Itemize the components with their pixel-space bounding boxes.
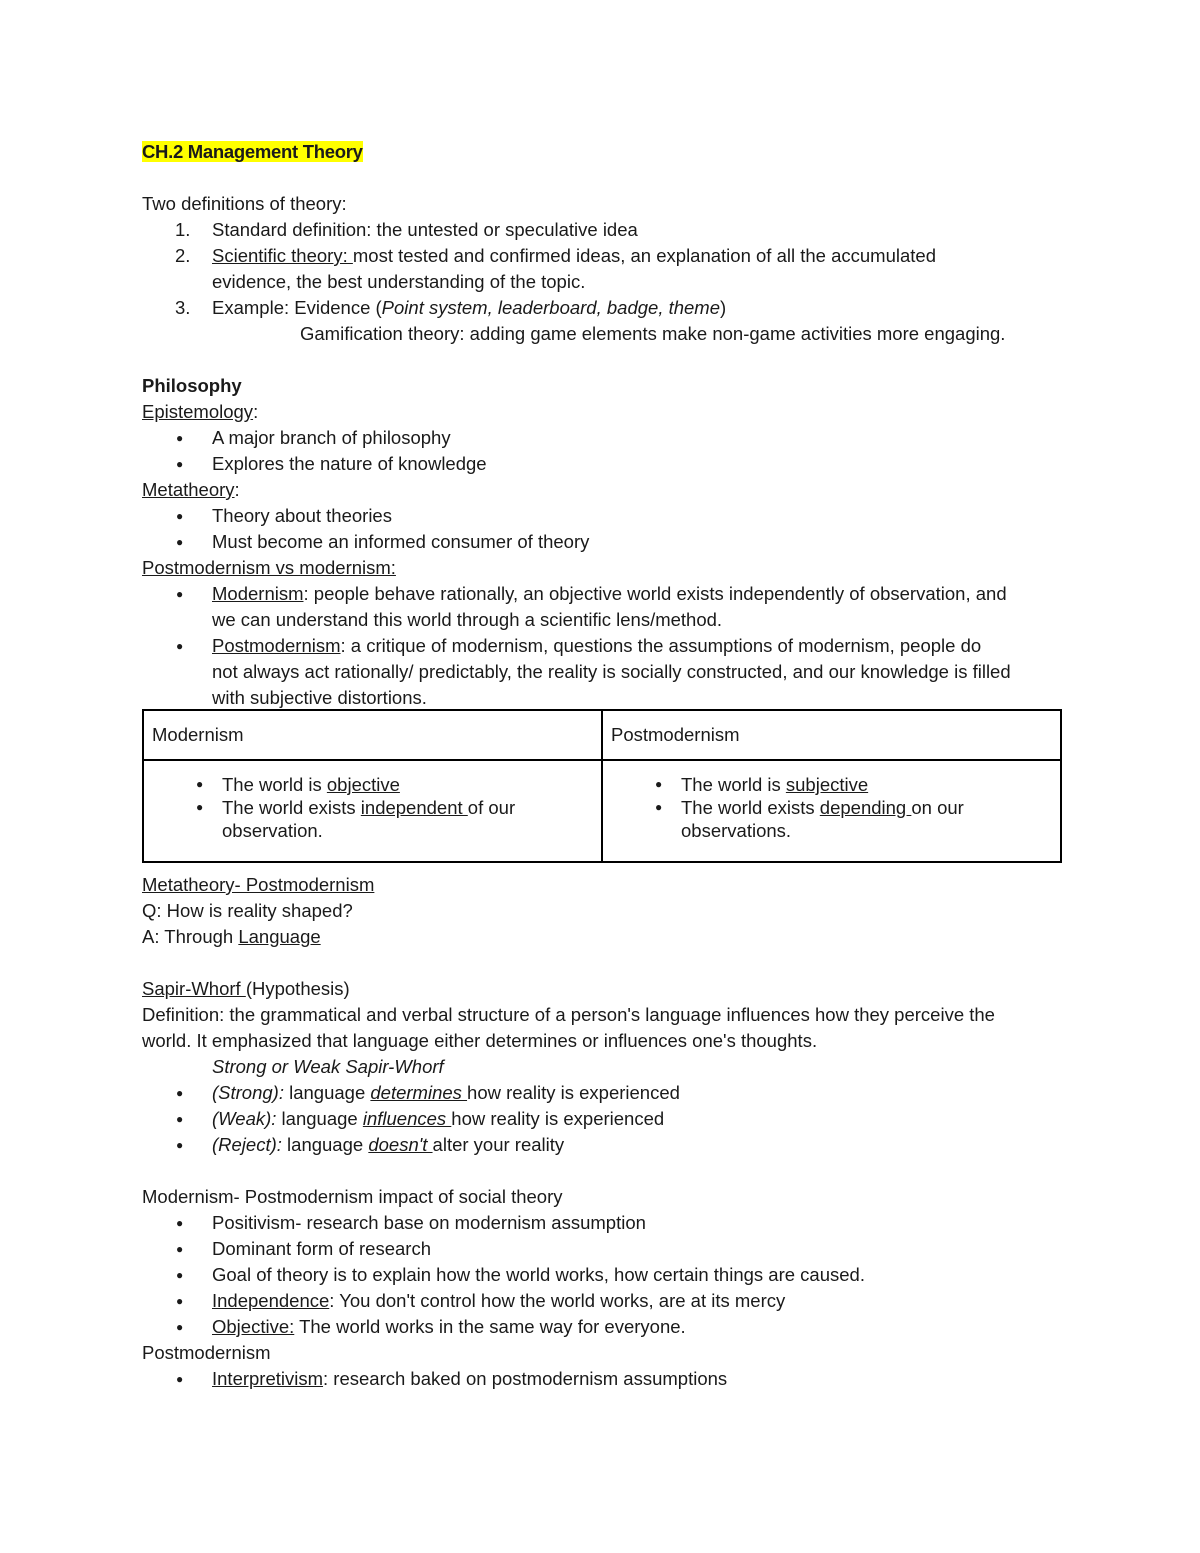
meta-post-heading: Metatheory- Postmodernism xyxy=(142,874,375,895)
list-item xyxy=(142,1262,1062,1288)
impact-heading: Modernism- Postmodernism impact of social theory xyxy=(142,1186,563,1207)
document-page-lower xyxy=(142,872,1062,1392)
comparison-table xyxy=(142,709,1062,863)
postmodernism-term: Postmodernism xyxy=(212,635,341,656)
epistemology-term: Epistemology xyxy=(142,401,254,422)
list-item xyxy=(142,425,1062,451)
numbered-item-1 xyxy=(142,217,1062,243)
bullet-icon: ● xyxy=(655,777,663,791)
item-number: 2. xyxy=(175,245,191,266)
list-item xyxy=(142,1366,1062,1392)
list-item-text: alter your reality xyxy=(432,1134,565,1155)
numbered-item-2 xyxy=(142,243,1062,269)
list-item-cont: not always act rationally/ predictably, the reality is socially constructed, and our knowledge is filled xyxy=(212,661,1011,682)
answer-line xyxy=(142,924,1062,950)
list-item-text: how reality is experienced xyxy=(451,1108,665,1129)
list-item-text: Theory about theories xyxy=(212,505,392,526)
cell-bullet xyxy=(611,796,1052,819)
list-item xyxy=(142,1210,1062,1236)
cell-underlined: subjective xyxy=(785,774,869,795)
bullet-icon: ● xyxy=(176,1086,184,1100)
list-item-underlined: doesn't xyxy=(368,1134,433,1155)
item-post: ) xyxy=(720,297,727,318)
list-item-text: The world works in the same way for everyone. xyxy=(294,1316,686,1337)
list-item-text: : people behave rationally, an objective world exists independently of observation, and xyxy=(303,583,1007,604)
postmodernism-heading: Postmodernism xyxy=(142,1342,271,1363)
list-item-cont: with subjective distortions. xyxy=(212,687,427,708)
question-line: Q: How is reality shaped? xyxy=(142,900,353,921)
bullet-tag: (Weak): xyxy=(212,1108,277,1129)
label-suffix: : xyxy=(253,401,259,422)
bullet-icon: ● xyxy=(176,509,184,523)
item-text: most tested and confirmed ideas, an explanation of all the accumulated xyxy=(352,245,936,266)
table-cell-modernism xyxy=(143,760,602,862)
item-number: 3. xyxy=(175,297,191,318)
bullet-icon: ● xyxy=(176,457,184,471)
list-item-text: : You don't control how the world works, are at its mercy xyxy=(329,1290,786,1311)
cell-underlined: independent xyxy=(360,797,468,818)
epistemology-label xyxy=(142,399,1062,425)
bullet-icon: ● xyxy=(176,639,184,653)
bullet-icon: ● xyxy=(176,1138,184,1152)
list-item-text: Explores the nature of knowledge xyxy=(212,453,487,474)
spacer xyxy=(142,1158,1062,1184)
list-item xyxy=(142,1106,1062,1132)
list-item-text: language xyxy=(276,1108,363,1129)
sapir-definition-cont: world. It emphasized that language either determines or influences one's thoughts. xyxy=(142,1030,818,1051)
numbered-item-2-cont: evidence, the best understanding of the topic. xyxy=(212,271,586,292)
modernism-term: Modernism xyxy=(212,583,304,604)
answer-underlined: Language xyxy=(238,926,321,947)
list-item xyxy=(142,1314,1062,1340)
list-item xyxy=(142,1080,1062,1106)
cell-cont: observation. xyxy=(222,820,323,841)
document-page xyxy=(142,139,1062,711)
cell-text: on our xyxy=(911,797,964,818)
bullet-icon: ● xyxy=(176,1294,184,1308)
list-item-underlined: influences xyxy=(362,1108,452,1129)
bullet-icon: ● xyxy=(176,1372,184,1386)
bullet-icon: ● xyxy=(176,535,184,549)
philosophy-heading: Philosophy xyxy=(142,375,242,396)
list-item-modernism xyxy=(142,581,1062,607)
table-cell-postmodernism xyxy=(602,760,1061,862)
list-item-cont: we can understand this world through a scientific lens/method. xyxy=(212,609,723,630)
list-item-underlined: determines xyxy=(370,1082,468,1103)
item-pre: Example: Evidence ( xyxy=(212,297,382,318)
cell-text: The world exists xyxy=(681,797,820,818)
bullet-tag: (Reject): xyxy=(212,1134,282,1155)
bullet-tag: (Strong): xyxy=(212,1082,284,1103)
table-header-cell: Modernism xyxy=(143,710,602,760)
cell-bullet xyxy=(611,773,1052,796)
cell-text: of our xyxy=(467,797,516,818)
list-item-text: Positivism- research base on modernism assumption xyxy=(212,1212,646,1233)
cell-text: The world is xyxy=(681,774,786,795)
bullet-icon: ● xyxy=(176,1242,184,1256)
cell-text: The world is xyxy=(222,774,327,795)
bullet-icon: ● xyxy=(176,587,184,601)
list-item-postmodernism xyxy=(142,633,1062,659)
bullet-icon: ● xyxy=(176,1216,184,1230)
sapir-heading xyxy=(142,976,1062,1002)
bullet-icon: ● xyxy=(176,1112,184,1126)
sapir-term: Sapir-Whorf xyxy=(142,978,246,999)
bullet-icon: ● xyxy=(176,1268,184,1282)
spacer xyxy=(142,165,1062,191)
list-item-text: how reality is experienced xyxy=(467,1082,680,1103)
list-item-text: A major branch of philosophy xyxy=(212,427,451,448)
label-suffix: : xyxy=(234,479,240,500)
cell-underlined: objective xyxy=(326,774,400,795)
cell-text: The world exists xyxy=(222,797,361,818)
bullet-icon: ● xyxy=(176,1320,184,1334)
numbered-item-3 xyxy=(142,295,1062,321)
list-item xyxy=(142,1236,1062,1262)
bullet-icon: ● xyxy=(176,431,184,445)
table-header-cell: Postmodernism xyxy=(602,710,1061,760)
item-label: Scientific theory: xyxy=(212,245,353,266)
list-item xyxy=(142,529,1062,555)
answer-text: A: Through xyxy=(142,926,239,947)
metatheory-term: Metatheory xyxy=(142,479,235,500)
definitions-intro: Two definitions of theory: xyxy=(142,193,347,214)
list-item xyxy=(142,1132,1062,1158)
cell-cont: observations. xyxy=(681,820,792,841)
sapir-definition: Definition: the grammatical and verbal structure of a person's language influences how they perceive the xyxy=(142,1004,995,1025)
title-highlight: CH.2 Management Theory xyxy=(142,141,363,162)
postmod-vs-mod-label: Postmodernism vs modernism: xyxy=(142,557,396,578)
list-item-text: language xyxy=(281,1134,369,1155)
list-item-text: Goal of theory is to explain how the world works, how certain things are caused. xyxy=(212,1264,865,1285)
cell-underlined: depending xyxy=(819,797,912,818)
table-row xyxy=(143,760,1061,862)
list-item-text: Dominant form of research xyxy=(212,1238,432,1259)
cell-bullet xyxy=(152,773,593,796)
sapir-suffix: (Hypothesis) xyxy=(245,978,350,999)
sapir-subheading: Strong or Weak Sapir-Whorf xyxy=(212,1056,444,1077)
numbered-item-3-cont: Gamification theory: adding game elements make non-game activities more engaging. xyxy=(300,323,1006,344)
item-number: 1. xyxy=(175,219,191,240)
page-title xyxy=(142,139,1062,165)
metatheory-label xyxy=(142,477,1062,503)
bullet-icon: ● xyxy=(655,800,663,814)
list-item-underlined: Independence xyxy=(212,1290,330,1311)
list-item-text: language xyxy=(283,1082,371,1103)
list-item-underlined: Objective: xyxy=(212,1316,295,1337)
list-item-text: : research baked on postmodernism assumptions xyxy=(323,1368,728,1389)
list-item xyxy=(142,503,1062,529)
item-italic: Point system, leaderboard, badge, theme xyxy=(381,297,721,318)
table-header-row xyxy=(143,710,1061,760)
list-item-text: Must become an informed consumer of theory xyxy=(212,531,590,552)
cell-bullet xyxy=(152,796,593,819)
list-item xyxy=(142,451,1062,477)
list-item-underlined: Interpretivism xyxy=(212,1368,324,1389)
list-item xyxy=(142,1288,1062,1314)
item-text: Standard definition: the untested or speculative idea xyxy=(212,219,638,240)
bullet-icon: ● xyxy=(196,800,204,814)
spacer xyxy=(142,347,1062,373)
bullet-icon: ● xyxy=(196,777,204,791)
spacer xyxy=(142,950,1062,976)
list-item-text: : a critique of modernism, questions the assumptions of modernism, people do xyxy=(340,635,982,656)
